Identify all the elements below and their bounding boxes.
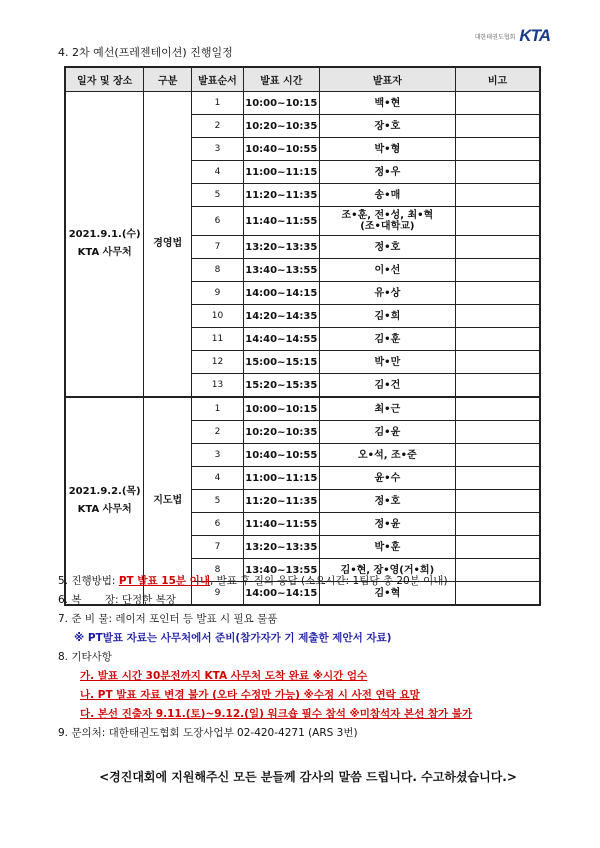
- time-cell: 11:20~11:35: [243, 490, 319, 513]
- order-cell: 1: [192, 397, 244, 421]
- kta-logo: [475, 26, 550, 46]
- time-cell: 11:40~11:55: [243, 207, 319, 236]
- note-9: 9. 문의처: 대한태권도협회 도장사업부 02-420-4271 (ARS 3번): [58, 727, 358, 739]
- remarks-cell: [455, 421, 540, 444]
- note-5: [58, 572, 558, 591]
- presenter-cell: 김•훈: [319, 328, 455, 351]
- presenter-cell: 박•만: [319, 351, 455, 374]
- remarks-cell: [455, 184, 540, 207]
- order-cell: 2: [192, 421, 244, 444]
- logo-mark: KTA: [519, 26, 550, 45]
- presenter-cell: 김•현, 장•영(거•희): [319, 559, 455, 582]
- presenter-cell: 송•매: [319, 184, 455, 207]
- remarks-cell: [455, 282, 540, 305]
- presenter-line: 조•훈, 전•성, 최•혁: [341, 210, 434, 221]
- note-8: 8. 기타사항: [58, 651, 112, 663]
- presenter-cell: 백•현: [319, 92, 455, 115]
- note-8-a: 가. 발표 시간 30분전까지 KTA 사무처 도착 완료 ※시간 엄수: [80, 670, 368, 682]
- note-6: 6. 복 장: 단정한 복장: [58, 594, 176, 606]
- notes-section: [58, 572, 558, 743]
- time-cell: 11:20~11:35: [243, 184, 319, 207]
- time-cell: 10:40~10:55: [243, 444, 319, 467]
- presenter-cell: 오•석, 조•준: [319, 444, 455, 467]
- order-cell: 7: [192, 236, 244, 259]
- time-cell: 10:20~10:35: [243, 421, 319, 444]
- presenter-cell: 정•호: [319, 490, 455, 513]
- time-cell: 15:00~15:15: [243, 351, 319, 374]
- time-cell: 10:40~10:55: [243, 138, 319, 161]
- header-date: 일자 및 장소: [65, 67, 144, 92]
- remarks-cell: [455, 115, 540, 138]
- time-cell: 13:20~13:35: [243, 236, 319, 259]
- header-remarks: 비고: [455, 67, 540, 92]
- presenter-cell: 김•혁: [319, 582, 455, 606]
- time-cell: 11:40~11:55: [243, 513, 319, 536]
- header-order: 발표순서: [192, 67, 244, 92]
- remarks-cell: [455, 374, 540, 398]
- note-7: 7. 준 비 물: 레이저 포인터 등 발표 시 필요 물품: [58, 613, 278, 625]
- remarks-cell: [455, 138, 540, 161]
- order-cell: 6: [192, 513, 244, 536]
- order-cell: 8: [192, 559, 244, 582]
- remarks-cell: [455, 490, 540, 513]
- order-cell: 10: [192, 305, 244, 328]
- group2-date: 2021.9.2.(목): [68, 486, 141, 497]
- time-cell: 14:00~14:15: [243, 282, 319, 305]
- header-time: 발표 시간: [243, 67, 319, 92]
- time-cell: 11:00~11:15: [243, 161, 319, 184]
- time-cell: 13:40~13:55: [243, 259, 319, 282]
- presenter-affiliation: (조•대학교): [360, 221, 415, 232]
- order-cell: 2: [192, 115, 244, 138]
- order-cell: 11: [192, 328, 244, 351]
- time-cell: 10:00~10:15: [243, 92, 319, 115]
- header-presenter: 발표자: [319, 67, 455, 92]
- order-cell: 4: [192, 161, 244, 184]
- table-header-row: [65, 67, 540, 92]
- presenter-cell: 정•우: [319, 161, 455, 184]
- logo-text: 대한태권도협회: [474, 33, 516, 41]
- order-cell: 9: [192, 582, 244, 606]
- note-5-prefix: 5. 진행방법:: [58, 575, 119, 587]
- order-cell: 5: [192, 184, 244, 207]
- group1-category: 경영법: [144, 92, 192, 398]
- presenter-cell: 이•선: [319, 259, 455, 282]
- remarks-cell: [455, 513, 540, 536]
- remarks-cell: [455, 397, 540, 421]
- presenter-cell: 최•근: [319, 397, 455, 421]
- presenter-cell: [319, 207, 455, 236]
- order-cell: 6: [192, 207, 244, 236]
- time-cell: 13:20~13:35: [243, 536, 319, 559]
- group1-body: [65, 92, 540, 398]
- presenter-cell: 정•호: [319, 236, 455, 259]
- time-cell: 10:20~10:35: [243, 115, 319, 138]
- group2-place: KTA 사무처: [77, 504, 132, 515]
- time-cell: 14:40~14:55: [243, 328, 319, 351]
- thanks-message: <경진대회에 지원해주신 모든 분들께 감사의 말씀 드립니다. 수고하셨습니다.>: [99, 770, 517, 784]
- remarks-cell: [455, 305, 540, 328]
- remarks-cell: [455, 92, 540, 115]
- order-cell: 3: [192, 138, 244, 161]
- remarks-cell: [455, 161, 540, 184]
- order-cell: 5: [192, 490, 244, 513]
- presenter-cell: 김•윤: [319, 421, 455, 444]
- note-7-pt-notice: ※ PT발표 자료는 사무처에서 준비(참가자가 기 제출한 제안서 자료): [74, 632, 392, 644]
- remarks-cell: [455, 536, 540, 559]
- remarks-cell: [455, 207, 540, 236]
- section-title: 4. 2차 예선(프레젠테이션) 진행일정: [58, 46, 233, 59]
- group1-place: KTA 사무처: [77, 247, 132, 258]
- remarks-cell: [455, 351, 540, 374]
- remarks-cell: [455, 328, 540, 351]
- order-cell: 1: [192, 92, 244, 115]
- order-cell: 3: [192, 444, 244, 467]
- presenter-cell: 장•호: [319, 115, 455, 138]
- time-cell: 11:00~11:15: [243, 467, 319, 490]
- presenter-cell: 박•훈: [319, 536, 455, 559]
- group1-date: 2021.9.1.(수): [68, 229, 141, 240]
- group1-date-cell: [65, 92, 144, 398]
- remarks-cell: [455, 467, 540, 490]
- presenter-cell: 김•희: [319, 305, 455, 328]
- time-cell: 10:00~10:15: [243, 397, 319, 421]
- table-row: [65, 397, 540, 421]
- time-cell: 14:00~14:15: [243, 582, 319, 606]
- table-row: [65, 92, 540, 115]
- group2-category: 지도법: [144, 397, 192, 605]
- order-cell: 13: [192, 374, 244, 398]
- presenter-cell: 유•상: [319, 282, 455, 305]
- schedule-table: [64, 66, 541, 606]
- order-cell: 9: [192, 282, 244, 305]
- presenter-cell: 박•형: [319, 138, 455, 161]
- note-8-b: 나. PT 발표 자료 변경 불가 (오타 수정만 가능) ※수정 시 사전 연락 요망: [80, 689, 420, 701]
- note-8-c: 다. 본선 진출자 9.11.(토)~9.12.(일) 워크숍 필수 참석 ※미참석자 본선 참가 불가: [80, 708, 473, 720]
- note-5-highlight: PT 발표 15분 이내: [118, 575, 210, 587]
- remarks-cell: [455, 259, 540, 282]
- time-cell: 15:20~15:35: [243, 374, 319, 398]
- presenter-cell: 김•건: [319, 374, 455, 398]
- header-category: 구분: [144, 67, 192, 92]
- presenter-cell: 윤•수: [319, 467, 455, 490]
- order-cell: 4: [192, 467, 244, 490]
- remarks-cell: [455, 444, 540, 467]
- time-cell: 14:20~14:35: [243, 305, 319, 328]
- order-cell: 7: [192, 536, 244, 559]
- presenter-cell: 정•윤: [319, 513, 455, 536]
- note-5-suffix: , 발표 후 질의 응답 (소요시간: 1팀당 총 20분 이내): [209, 575, 448, 587]
- order-cell: 12: [192, 351, 244, 374]
- order-cell: 8: [192, 259, 244, 282]
- time-cell: 13:40~13:55: [243, 559, 319, 582]
- remarks-cell: [455, 236, 540, 259]
